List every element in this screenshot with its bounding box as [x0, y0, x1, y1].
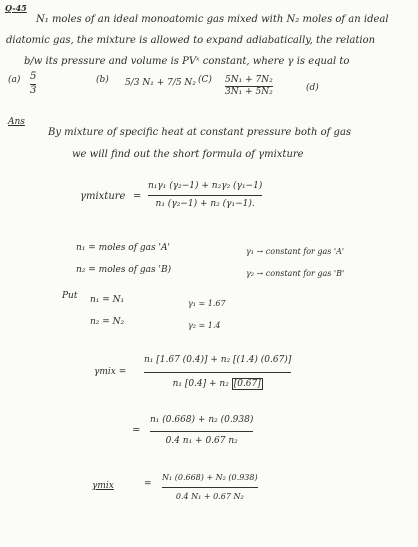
fraction-bar	[144, 372, 291, 373]
step1-denominator-boxed: [0.67]	[233, 379, 261, 390]
put-label: Put	[62, 291, 78, 301]
step2-equals: =	[132, 425, 141, 436]
fraction-bar	[150, 431, 253, 432]
step1-numerator: n₁ [1.67 (0.4)] + n₂ [(1.4) (0.67)]	[144, 355, 292, 365]
option-c-fraction	[225, 76, 273, 98]
definition-n2: n₂ = moles of gas 'B)	[76, 265, 172, 275]
option-b-label: (b)	[96, 75, 109, 85]
formula-numerator: n₁γ₁ (γ₂−1) + n₂γ₂ (γ₁−1)	[148, 181, 263, 191]
step2-fraction	[150, 416, 253, 447]
definition-gamma2: γ₂ → constant for gas 'B'	[246, 269, 345, 278]
put-n2: n₂ = N₂	[90, 317, 125, 327]
gamma-mixture-formula	[148, 182, 262, 210]
final-lhs: γmix	[92, 481, 114, 491]
fraction-bar	[148, 195, 262, 196]
option-a-label: (a)	[8, 75, 21, 85]
step2-numerator: n₁ (0.668) + n₂ (0.938)	[150, 415, 254, 425]
option-c-label: (C)	[198, 75, 212, 85]
definition-gamma1: γ₁ → constant for gas 'A'	[246, 247, 345, 256]
option-a-denominator: 3	[30, 84, 37, 96]
answer-label: Ans	[8, 117, 25, 127]
put-gamma2: γ₂ = 1.4	[188, 321, 221, 330]
answer-intro-line-1: By mixture of specific heat at constant pressure both of gas	[48, 127, 352, 138]
option-a-fraction	[30, 72, 36, 96]
fraction-bar	[162, 487, 258, 488]
answer-intro-line-2: we will find out the short formula of γmixture	[72, 149, 304, 160]
put-gamma1: γ₁ = 1.67	[188, 299, 226, 308]
question-number: Q-45	[5, 3, 27, 13]
option-c-numerator: 5N₁ + 7N₂	[225, 75, 273, 85]
put-n1: n₁ = N₁	[90, 295, 125, 305]
option-a-numerator: 5	[30, 71, 37, 82]
step1-lhs: γmix =	[94, 367, 127, 377]
step1-denominator-text: n₁ [0.4] + n₂	[172, 379, 232, 390]
final-fraction	[162, 474, 258, 502]
option-b-text: 5/3 N₁ + 7/5 N₂	[125, 78, 196, 88]
question-line-2: diatomic gas, the mixture is allowed to expand adiabatically, the relation	[6, 35, 376, 46]
question-line-1: N₁ moles of an ideal monoatomic gas mixed with N₂ moles of an ideal	[36, 14, 389, 25]
question-line-3: b/w its pressure and volume is PVˣ constant, where γ is equal to	[24, 56, 350, 67]
gamma-mixture-lhs: γmixture	[80, 191, 126, 202]
step1-denominator	[173, 374, 263, 389]
definition-n1: n₁ = moles of gas 'A'	[76, 243, 170, 253]
formula-denominator: n₁ (γ₂−1) + n₂ (γ₁−1).	[155, 199, 255, 210]
final-equals: =	[144, 479, 152, 489]
step2-denominator: 0.4 n₁ + 0.67 n₂	[165, 436, 238, 447]
option-d-label: (d)	[306, 83, 319, 93]
equals-sign: =	[133, 191, 142, 202]
final-numerator: N₁ (0.668) + N₂ (0.938)	[162, 473, 258, 482]
option-c-denominator: 3N₁ + 5N₂	[225, 87, 273, 98]
final-denominator: 0.4 N₁ + 0.67 N₂	[175, 492, 244, 502]
step1-fraction	[144, 356, 291, 390]
